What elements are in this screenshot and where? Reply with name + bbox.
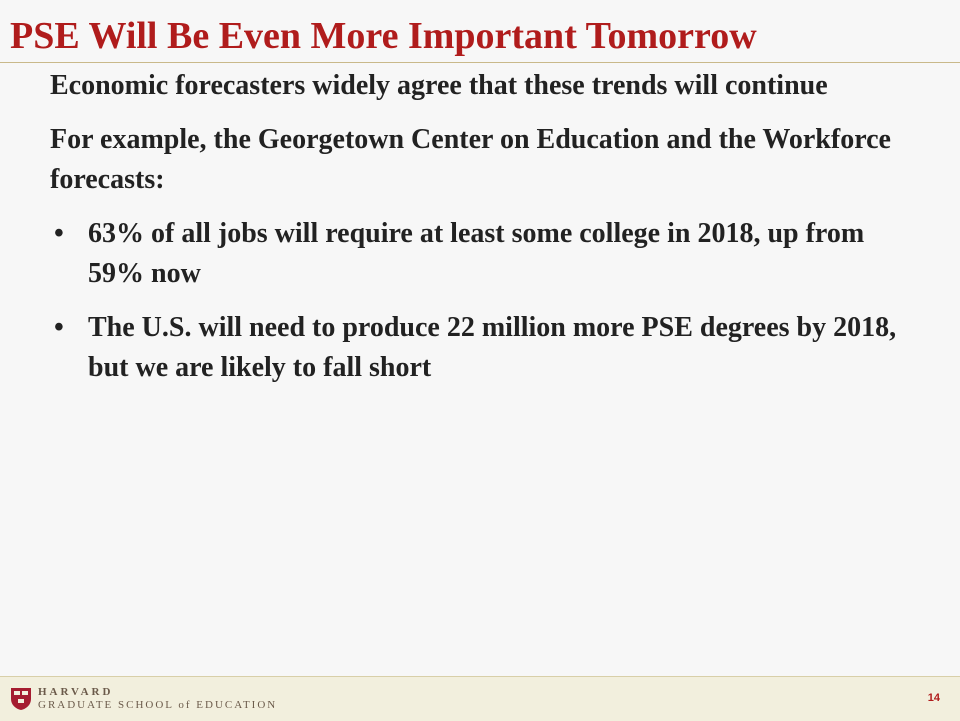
bullet-text: The U.S. will need to produce 22 million more PSE degrees by 2018, but we are likely to fall short	[88, 312, 897, 383]
bullet-item	[50, 308, 900, 388]
bullet-item	[50, 214, 900, 294]
slide-body	[50, 66, 900, 402]
bullet-marker: •	[54, 218, 64, 249]
slide-footer	[0, 676, 960, 721]
bullet-list	[50, 214, 900, 388]
body-paragraph: Economic forecasters widely agree that these trends will continue	[50, 70, 828, 101]
logo-line-school: GRADUATE SCHOOL of EDUCATION	[38, 699, 278, 711]
school-logo	[38, 686, 277, 712]
page-number: 14	[927, 692, 940, 704]
bullet-marker: •	[54, 312, 64, 343]
title-divider	[0, 62, 960, 63]
slide-title: PSE Will Be Even More Important Tomorrow	[10, 15, 757, 57]
logo-line-harvard: HARVARD	[38, 686, 114, 698]
harvard-shield-icon	[10, 687, 32, 711]
bullet-text: 63% of all jobs will require at least some college in 2018, up from 59% now	[88, 218, 865, 289]
body-paragraph: For example, the Georgetown Center on Education and the Workforce forecasts:	[50, 124, 891, 195]
